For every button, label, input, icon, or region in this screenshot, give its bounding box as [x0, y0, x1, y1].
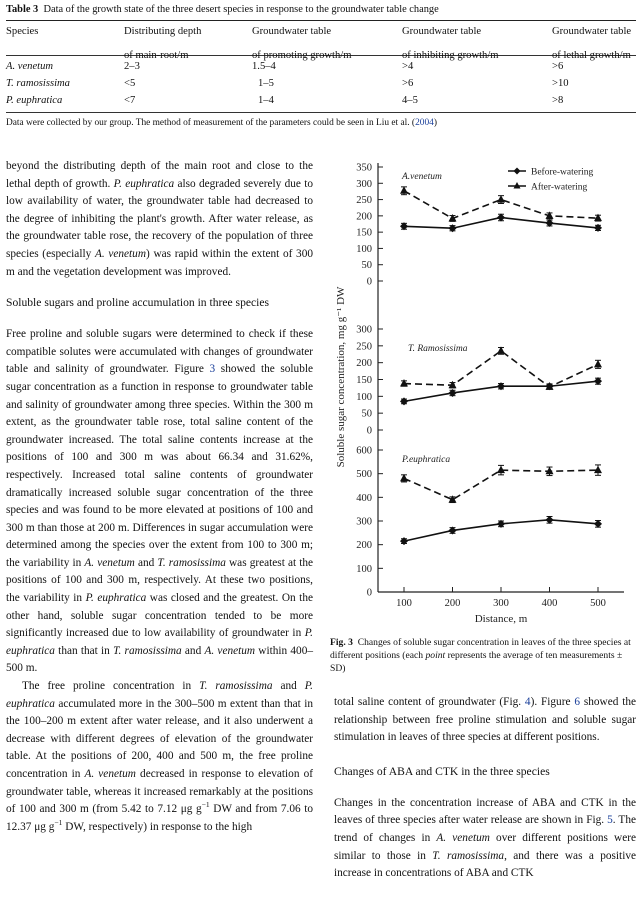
table-cell: 1–5 [258, 78, 274, 89]
italic-species-name: P. euphratica [85, 592, 147, 605]
legend-label: After-watering [531, 182, 588, 193]
table-cell: 4–5 [402, 95, 418, 106]
table-cell: T. ramosissima [6, 78, 70, 89]
data-point-diamond [594, 520, 602, 528]
text-run: . The trend of changes in [334, 814, 636, 844]
table-cell: 1–4 [258, 95, 274, 106]
y-tick-label: 400 [356, 492, 372, 504]
x-tick-label: 500 [590, 598, 606, 609]
text-run: over different positions were similar to those in [334, 831, 637, 862]
data-point-triangle [497, 195, 505, 203]
y-tick-label: 200 [356, 540, 372, 552]
italic-species-name: T. ramosissima [199, 680, 273, 693]
figure-reference-link[interactable]: 3 [209, 363, 216, 376]
italic-species-name: P. euphratica [113, 177, 175, 190]
text-run: decreased in response to elevation of groundwater table, whereas it increased remarkably at the positions of 100 and 300 m (from 5.42 to 7.12 μg g [6, 768, 313, 816]
y-tick-label: 250 [356, 341, 372, 353]
italic-species-name: T. ramosissima [113, 644, 182, 657]
y-tick-label: 0 [366, 276, 372, 288]
paragraph [6, 326, 313, 678]
table-body [6, 56, 636, 112]
paragraph [334, 795, 636, 883]
table-cell: 2–3 [124, 61, 140, 72]
y-tick-label: 0 [366, 425, 372, 437]
table-cell: >4 [402, 61, 414, 72]
y-tick-label: 600 [356, 445, 372, 457]
table-header [6, 21, 636, 61]
text-run: Free proline and soluble sugars were determined to check if these compatible solutes were accumulated with changes of groundwater table and salinity of groundwater. Figure [6, 328, 313, 376]
figure-reference-link[interactable]: 4 [524, 696, 531, 708]
paragraph [6, 158, 313, 281]
text-run: DW, respectively) in response to the high [62, 820, 253, 833]
y-tick-label: 150 [356, 227, 372, 239]
italic-word: point [425, 650, 446, 662]
data-point-triangle [594, 466, 602, 474]
figure-caption-label: Fig. 3 [330, 637, 353, 648]
text-run: accumulated more in the 300–500 m extent than that in the 100–200 m extent after water release, and it also underwent a decrease with different degrees of elevation of the groundwater table. At the positions of 200, 400 and 500 m, the free proline concentration in [6, 697, 313, 780]
table-cell: >6 [552, 61, 564, 72]
table-cell: >8 [552, 95, 564, 106]
table-cell: <7 [124, 95, 136, 106]
panel-label: A.venetum [402, 172, 442, 182]
y-tick-label: 100 [356, 563, 372, 575]
text-run: than that in [54, 644, 114, 657]
text-run: within 400–500 m. [6, 644, 313, 675]
paragraph [334, 694, 636, 747]
table-caption [6, 3, 636, 17]
panel-label: T. Ramosissima [408, 344, 468, 354]
figure-caption [330, 636, 635, 676]
table-row [6, 95, 636, 113]
y-tick-label: 0 [366, 587, 372, 599]
table-row [6, 78, 636, 96]
section-heading: Soluble sugars and proline accumulation in three species [6, 296, 270, 310]
italic-species-name: P. euphratica [6, 627, 313, 657]
table-note [6, 113, 636, 129]
y-tick-label: 100 [356, 391, 372, 403]
text-run: total saline content of groundwater (Fig. [334, 696, 525, 708]
y-tick-label: 300 [356, 324, 372, 336]
legend-label: Before-watering [531, 167, 594, 178]
legend-marker-diamond [514, 168, 521, 175]
panel-label: P.euphratica [402, 455, 451, 465]
text-run: The free proline concentration in [22, 680, 200, 693]
table-cell: >6 [402, 78, 414, 89]
data-point-triangle [400, 186, 408, 194]
text-run: ) was rapid within the extent of 300 m and the vegetation development was improved. [6, 247, 314, 278]
data-point-triangle [594, 360, 602, 368]
figure-reference-link[interactable]: 5 [607, 814, 613, 827]
italic-species-name: A. venetum [204, 644, 256, 657]
figure-3-chart [326, 155, 640, 625]
table-cell: 1.5–4 [252, 61, 276, 72]
y-axis-label: Soluble sugar concentration, mg g⁻¹ DW [335, 286, 347, 468]
table-header-cell: Groundwater table of lethal growth/m [552, 26, 632, 61]
text-run: and [272, 680, 305, 693]
superscript: −1 [54, 818, 63, 828]
left-text-column [6, 158, 313, 836]
text-run: Changes in the concentration increase of ABA and CTK in the leaves of three species after water release are shown in Fig. [334, 796, 636, 827]
table-header-cell: Species [6, 26, 39, 37]
italic-species-name: A. venetum [84, 556, 135, 569]
table-caption-text: Data of the growth state of the three desert species in response to the groundwater table change [43, 4, 439, 15]
y-tick-label: 300 [356, 516, 372, 528]
paragraph [6, 678, 313, 836]
y-tick-label: 350 [356, 162, 372, 174]
text-run: also degraded severely due to low availability of water, the groundwater table had decreased to the degree of inhibiting the plant's growth. After water release, as the groundwater table rose, the recovery of the population of three species (especially [6, 177, 313, 260]
section-heading: Changes of ABA and CTK in the three species [334, 764, 550, 778]
table-header-cell: Groundwater table of promoting growth/m [252, 26, 352, 61]
x-axis-label: Distance, m [474, 613, 528, 625]
y-tick-label: 500 [356, 469, 372, 481]
right-text-column [334, 694, 636, 883]
text-run: and [134, 556, 158, 569]
data-point-triangle [400, 379, 408, 387]
figure-reference-link[interactable]: 6 [574, 696, 580, 708]
y-tick-label: 250 [356, 195, 372, 207]
y-tick-label: 100 [356, 243, 372, 255]
table-note-text: ) [433, 118, 437, 128]
italic-species-name: T. ramosissima [157, 556, 226, 569]
figure-3-svg [326, 155, 640, 625]
table-header-cell: Groundwater table of inhibiting growth/m [402, 26, 499, 61]
data-point-triangle [497, 466, 505, 474]
table-row [6, 61, 636, 79]
italic-species-name: P. euphratica [6, 680, 314, 710]
caption-run: represents the average of ten measurements ± SD) [330, 650, 623, 675]
italic-species-name: A. venetum [84, 768, 136, 780]
x-tick-label: 200 [444, 598, 461, 609]
text-run: and [181, 644, 205, 657]
y-tick-label: 200 [356, 211, 372, 223]
reference-link[interactable]: 2004 [415, 118, 434, 128]
series-line [404, 351, 598, 387]
figure-caption-text [330, 637, 631, 674]
data-point-diamond [546, 516, 554, 524]
italic-species-name: T. ramosissima [432, 849, 505, 862]
table-cell: A. venetum [6, 61, 54, 72]
table-cell: P. euphratica [6, 95, 63, 106]
x-tick-label: 300 [493, 598, 509, 609]
y-tick-label: 50 [361, 408, 372, 420]
text-run: was closed and the greatest. On the other hand, soluble sugar concentration tended to be more significantly increased due to low availability of groundwater in [6, 592, 313, 640]
legend-marker-triangle [514, 182, 521, 189]
text-run: DW and from 7.06 to 12.37 μg g [6, 803, 313, 833]
text-run: was greatest at the positions of 100 and 300 m, respectively. At these two positions, the variability in [6, 556, 314, 605]
text-run: showed the soluble sugar concentration as a function in response to groundwater table and salinity of groundwater among three species. Within the 300 m extent, as the groundwater table rose, total saline content of the groundwater increased. The total saline contents increase at the positions of 100 and 300 m was about 66.34 and 31.62%, respectively. Increased total saline contents of groundwater dramatically increased soluble sugar concentration of the three species and was found to be more elevated at positions of 100 and 300 m than those at 200 m. Differences in sugar accumulation were determined among the species over the extent from 100 to 300 m; the variability in [6, 363, 314, 569]
text-run: beyond the distributing depth of the main root and close to the lethal depth of growth. [6, 160, 313, 190]
table-note-text: Data were collected by our group. The method of measurement of the parameters could be seen in Liu et al. ( [6, 118, 416, 128]
y-tick-label: 50 [361, 260, 372, 272]
text-run: , and there was a positive increase in concentrations of ABA and CTK [334, 849, 636, 880]
italic-species-name: A. venetum [94, 247, 146, 260]
y-tick-label: 150 [356, 375, 372, 386]
x-tick-label: 400 [541, 598, 558, 609]
table-caption-label: Table 3 [6, 4, 39, 15]
y-tick-label: 300 [356, 178, 372, 190]
table-cell: <5 [124, 78, 136, 89]
table-3 [6, 3, 636, 129]
table-cell: >10 [552, 78, 569, 89]
table-header-cell: Distributing depth of main-root/m [124, 26, 202, 61]
y-tick-label: 200 [356, 358, 372, 370]
x-tick-label: 100 [396, 598, 412, 609]
caption-run: Changes of soluble sugar concentration in leaves of the three species at different positions (each [330, 637, 631, 662]
superscript: −1 [201, 800, 210, 810]
text-run: showed the relationship between free proline stimulation and soluble sugar stimulation in leaves of three species at different positions. [334, 696, 637, 744]
text-run: ). Figure [530, 696, 575, 708]
italic-species-name: A. venetum [436, 831, 490, 844]
